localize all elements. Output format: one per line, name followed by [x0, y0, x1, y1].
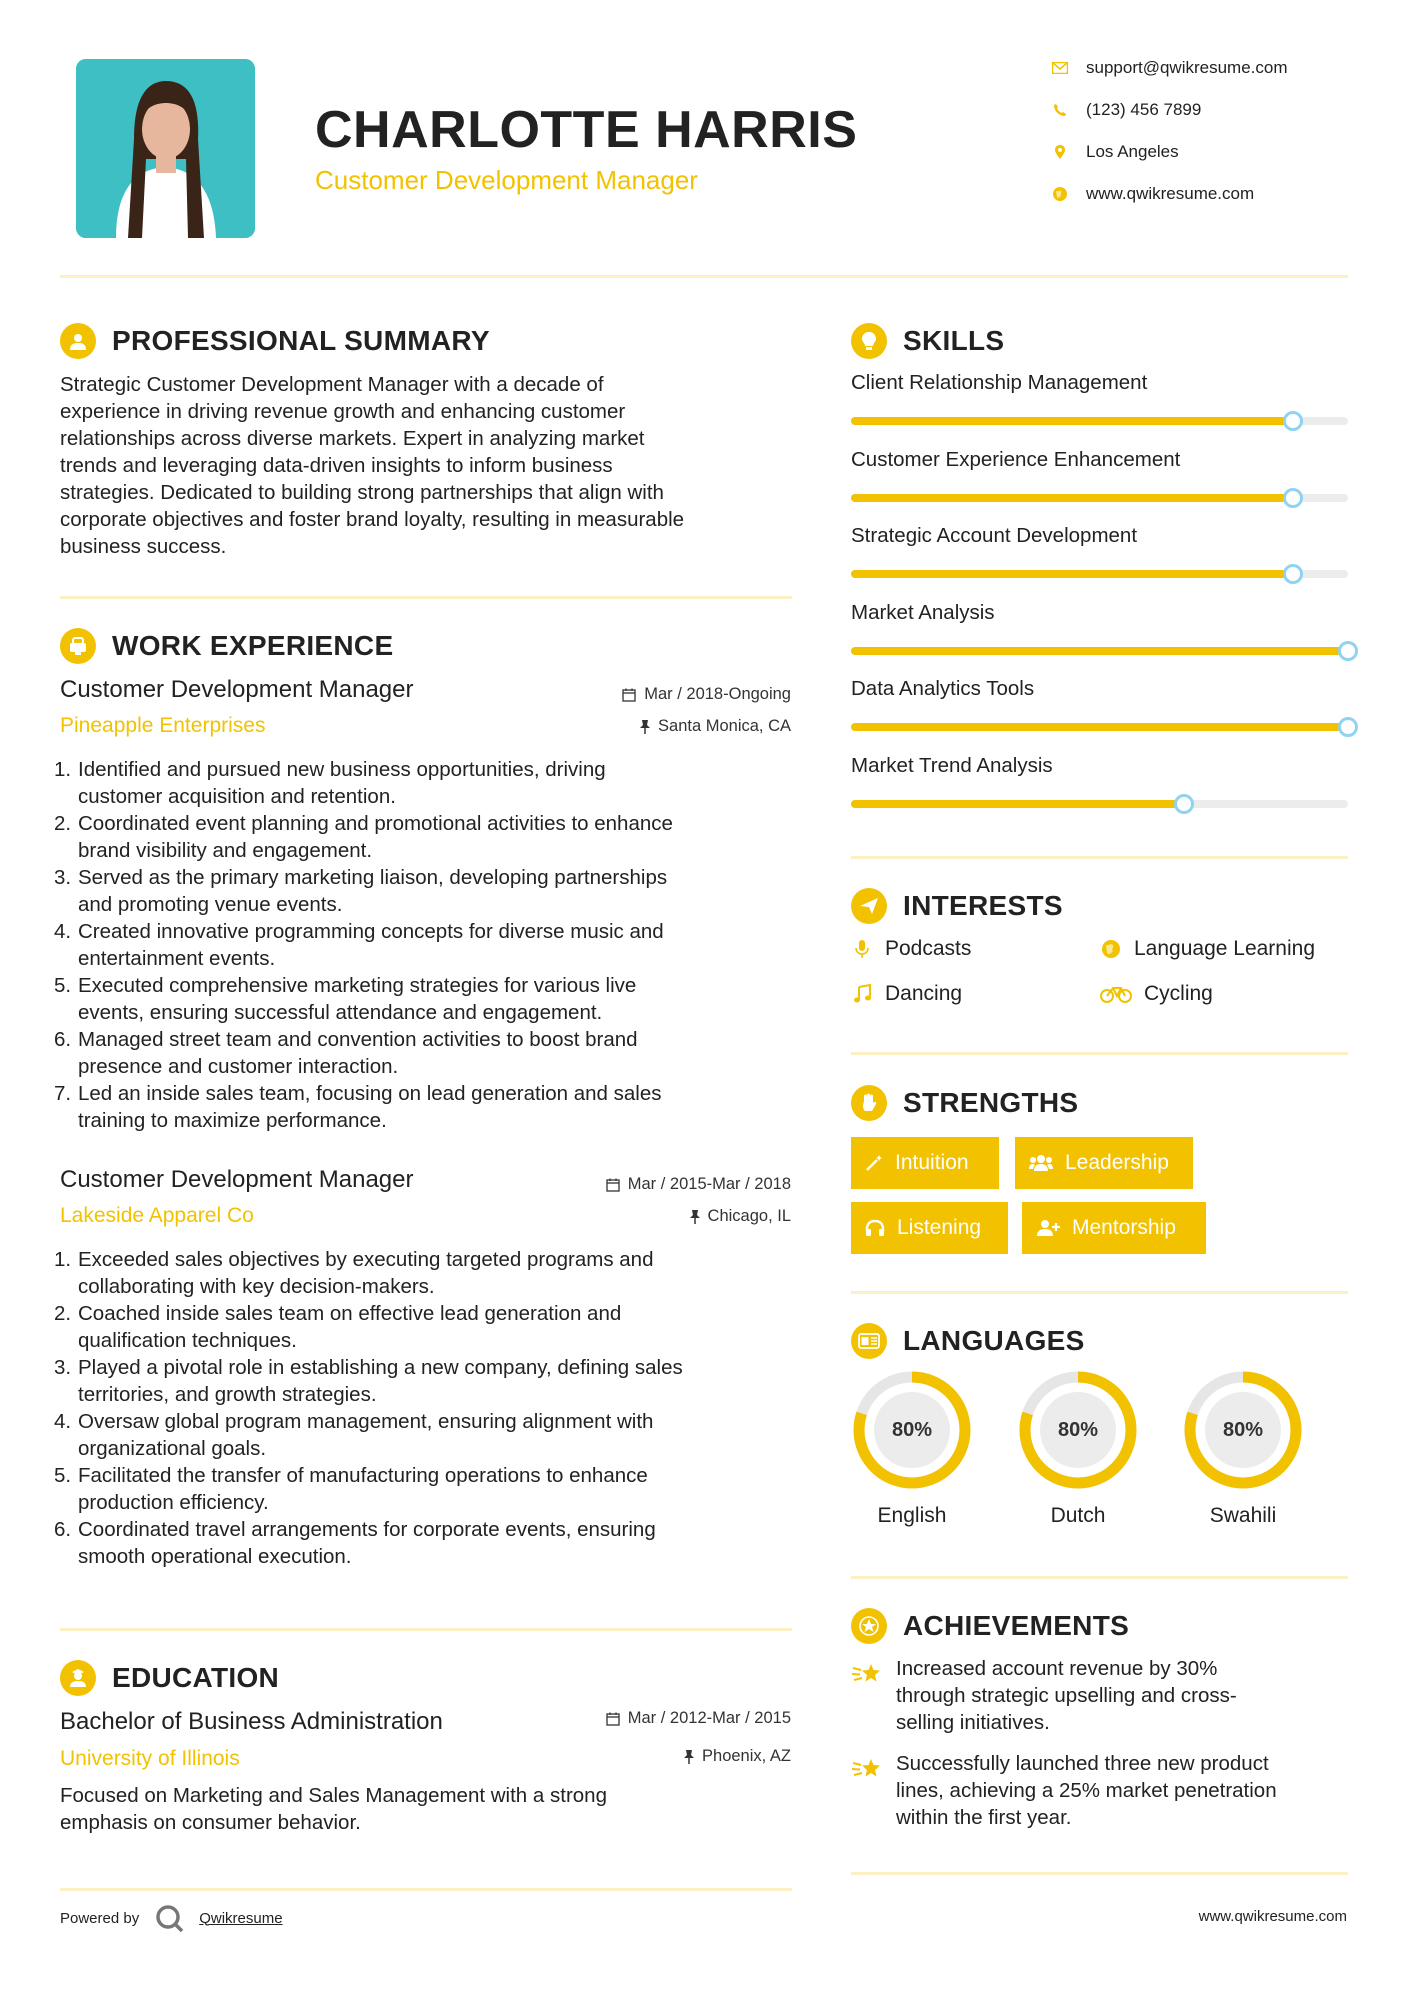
- skill-bar-knob: [1174, 794, 1194, 814]
- interest-dancing: Dancing: [851, 982, 962, 1006]
- language-percent: 80%: [1222, 1419, 1264, 1441]
- skill-bar-fill: [851, 417, 1293, 425]
- skills-heading: SKILLS: [851, 323, 1004, 359]
- language-ring: [1181, 1368, 1305, 1492]
- interest-podcasts: Podcasts: [851, 937, 971, 961]
- education-school: University of Illinois: [60, 1747, 240, 1770]
- job-2-date: Mar / 2015-Mar / 2018: [606, 1175, 791, 1194]
- graduate-icon: [60, 1660, 96, 1696]
- calendar-icon: [622, 688, 636, 702]
- skill-bar-knob: [1283, 564, 1303, 584]
- language-name: English: [877, 1504, 947, 1527]
- shooting-star-icon: [851, 1755, 883, 1788]
- language-card-icon: [851, 1323, 887, 1359]
- list-item: 6. Managed street team and convention activities to boost brand presence and customer interaction.: [54, 1028, 638, 1078]
- microphone-icon: [851, 938, 873, 960]
- contact-location: [1050, 142, 1179, 162]
- skill-name: Strategic Account Development: [851, 524, 1138, 547]
- strength-intuition: Intuition: [851, 1137, 999, 1189]
- language-ring: [1016, 1368, 1140, 1492]
- skill-bar-fill: [851, 647, 1348, 655]
- footer-website[interactable]: www.qwikresume.com: [1198, 1908, 1347, 1925]
- language-percent: 80%: [891, 1419, 933, 1441]
- list-item: 5. Executed comprehensive marketing strategies for various live events, ensuring successful attendance and engagement.: [54, 974, 637, 1024]
- skill-name: Client Relationship Management: [851, 371, 1148, 394]
- lightbulb-icon: [851, 323, 887, 359]
- skills-divider: [851, 856, 1348, 859]
- skill-name: Market Trend Analysis: [851, 753, 1053, 777]
- profile-photo: [76, 59, 255, 238]
- interest-cycling: Cycling: [1100, 982, 1213, 1006]
- contact-phone[interactable]: [1050, 100, 1201, 120]
- calendar-icon: [606, 1178, 620, 1192]
- globe-icon: [1100, 938, 1122, 960]
- skill-bar: [851, 494, 1348, 502]
- interest-language-learning: Language Learning: [1100, 937, 1315, 961]
- skill-bar: [851, 723, 1348, 731]
- list-item: 7. Led an inside sales team, focusing on lead generation and sales training to maximize performance.: [54, 1082, 662, 1132]
- education-description: Focused on Marketing and Sales Management with a strong emphasis on consumer behavior.: [60, 1784, 607, 1834]
- interests-heading: INTERESTS: [851, 888, 1063, 924]
- pushpin-icon: [640, 720, 650, 734]
- paper-plane-icon: [851, 888, 887, 924]
- user-plus-icon: [1036, 1219, 1060, 1237]
- strengths-divider: [851, 1291, 1348, 1294]
- job-1-title: Customer Development Manager: [60, 676, 414, 703]
- job-1-company: Pineapple Enterprises: [60, 714, 266, 737]
- job-2-location: Chicago, IL: [690, 1207, 791, 1226]
- skill-bar-fill: [851, 494, 1293, 502]
- achievements-heading: ACHIEVEMENTS: [851, 1608, 1129, 1644]
- skill-bar-fill: [851, 800, 1184, 808]
- strength-listening: Listening: [851, 1202, 1008, 1254]
- contact-website-text: www.qwikresume.com: [1086, 184, 1255, 203]
- list-item: 4. Oversaw global program management, ensuring alignment with organizational goals.: [54, 1410, 654, 1460]
- powered-by-label: Powered by: [60, 1909, 140, 1927]
- skill-bar-fill: [851, 723, 1348, 731]
- experience-divider: [60, 1628, 792, 1631]
- skill-bar: [851, 800, 1348, 808]
- skill-bar-fill: [851, 570, 1293, 578]
- skill-name: Customer Experience Enhancement: [851, 447, 1181, 471]
- users-icon: [1029, 1154, 1053, 1172]
- job-2-company: Lakeside Apparel Co: [60, 1204, 254, 1227]
- contact-website[interactable]: [1050, 184, 1254, 204]
- envelope-icon: [1050, 58, 1070, 78]
- headphones-icon: [865, 1219, 885, 1237]
- strength-mentorship: Mentorship: [1022, 1202, 1206, 1254]
- list-item: 2. Coordinated event planning and promotional activities to enhance brand visibility and engagement.: [54, 812, 673, 862]
- language-percent: 80%: [1057, 1419, 1099, 1441]
- job-1-duties: [54, 756, 798, 1134]
- languages-heading: LANGUAGES: [851, 1323, 1085, 1359]
- skill-name: Data Analytics Tools: [851, 677, 1035, 700]
- language-name: Swahili: [1209, 1504, 1277, 1527]
- raised-hand-icon: [851, 1085, 887, 1121]
- language-ring: [850, 1368, 974, 1492]
- skill-bar: [851, 570, 1348, 578]
- job-2-duties: [54, 1246, 798, 1570]
- education-location: Phoenix, AZ: [684, 1747, 791, 1766]
- skill-bar-knob: [1283, 411, 1303, 431]
- job-2-title: Customer Development Manager: [60, 1166, 414, 1193]
- skill-bar: [851, 647, 1348, 655]
- education-degree: Bachelor of Business Administration: [60, 1708, 443, 1735]
- user-icon: [60, 323, 96, 359]
- list-item: 2. Coached inside sales team on effective lead generation and qualification techniques.: [54, 1302, 622, 1352]
- list-item: 3. Played a pivotal role in establishing a new company, defining sales territories, and growth strategies.: [54, 1356, 683, 1406]
- experience-heading: WORK EXPERIENCE: [60, 628, 393, 664]
- star-badge-icon: [851, 1608, 887, 1644]
- list-item: 5. Facilitated the transfer of manufacturing operations to enhance production efficiency.: [54, 1464, 648, 1514]
- shooting-star-icon: [851, 1660, 883, 1693]
- education-heading: EDUCATION: [60, 1660, 279, 1696]
- achievement-1: Increased account revenue by 30% through strategic upselling and cross- selling initiatives.: [896, 1657, 1237, 1734]
- contact-email-text: support@qwikresume.com: [1086, 58, 1288, 77]
- bicycle-icon: [1100, 983, 1132, 1005]
- job-1-location: Santa Monica, CA: [640, 717, 791, 736]
- summary-text: Strategic Customer Development Manager with a decade of experience in driving revenue growth and enhancing customer relationships across diverse markets. Expert in analyzing market trends and leveraging data-driven insights to inform business strategies. Dedicated to building strong partnerships that align with corporate objectives and foster brand loyalty, resulting in measurable business success.: [60, 373, 685, 558]
- interests-divider: [851, 1052, 1348, 1055]
- qwikresume-link[interactable]: Qwikresume: [199, 1909, 283, 1927]
- phone-icon: [1050, 100, 1070, 120]
- strengths-heading: STRENGTHS: [851, 1085, 1078, 1121]
- achievement-2: Successfully launched three new product lines, achieving a 25% market penetration within the first year.: [896, 1752, 1277, 1829]
- calendar-icon: [606, 1712, 620, 1726]
- list-item: 6. Coordinated travel arrangements for corporate events, ensuring smooth operational execution.: [54, 1518, 656, 1568]
- contact-email[interactable]: [1050, 58, 1288, 78]
- music-note-icon: [851, 983, 873, 1005]
- skill-name: Market Analysis: [851, 600, 995, 624]
- qwikresume-logo-icon: [155, 1904, 185, 1932]
- education-divider: [60, 1888, 792, 1891]
- summary-divider: [60, 596, 792, 599]
- footer-powered-by: [60, 1904, 283, 1932]
- list-item: 1. Identified and pursued new business opportunities, driving customer acquisition and retention.: [54, 758, 606, 808]
- languages-divider: [851, 1576, 1348, 1579]
- skill-bar-knob: [1283, 488, 1303, 508]
- contact-location-text: Los Angeles: [1086, 142, 1179, 161]
- skill-bar-knob: [1338, 641, 1358, 661]
- skill-bar: [851, 417, 1348, 425]
- list-item: 3. Served as the primary marketing liaison, developing partnerships and promoting venue events.: [54, 866, 668, 916]
- skill-bar-knob: [1338, 717, 1358, 737]
- pushpin-icon: [684, 1750, 694, 1764]
- achievements-divider: [851, 1872, 1348, 1875]
- education-date: Mar / 2012-Mar / 2015: [606, 1709, 791, 1728]
- summary-heading: PROFESSIONAL SUMMARY: [60, 323, 490, 359]
- map-pin-icon: [1050, 142, 1070, 162]
- strength-leadership: Leadership: [1015, 1137, 1193, 1189]
- header-divider: [60, 275, 1348, 278]
- pushpin-icon: [690, 1210, 700, 1224]
- list-item: 1. Exceeded sales objectives by executing targeted programs and collaborating with key decision-makers.: [54, 1248, 654, 1298]
- language-name: Dutch: [1050, 1504, 1106, 1527]
- magic-wand-icon: [865, 1154, 883, 1172]
- contact-phone-text: (123) 456 7899: [1086, 100, 1202, 119]
- globe-icon: [1050, 184, 1070, 204]
- list-item: 4. Created innovative programming concepts for diverse music and entertainment events.: [54, 920, 664, 970]
- briefcase-icon: [60, 628, 96, 664]
- candidate-name: CHARLOTTE HARRIS: [315, 101, 858, 159]
- candidate-role: Customer Development Manager: [315, 165, 698, 195]
- job-1-date: Mar / 2018-Ongoing: [622, 685, 791, 704]
